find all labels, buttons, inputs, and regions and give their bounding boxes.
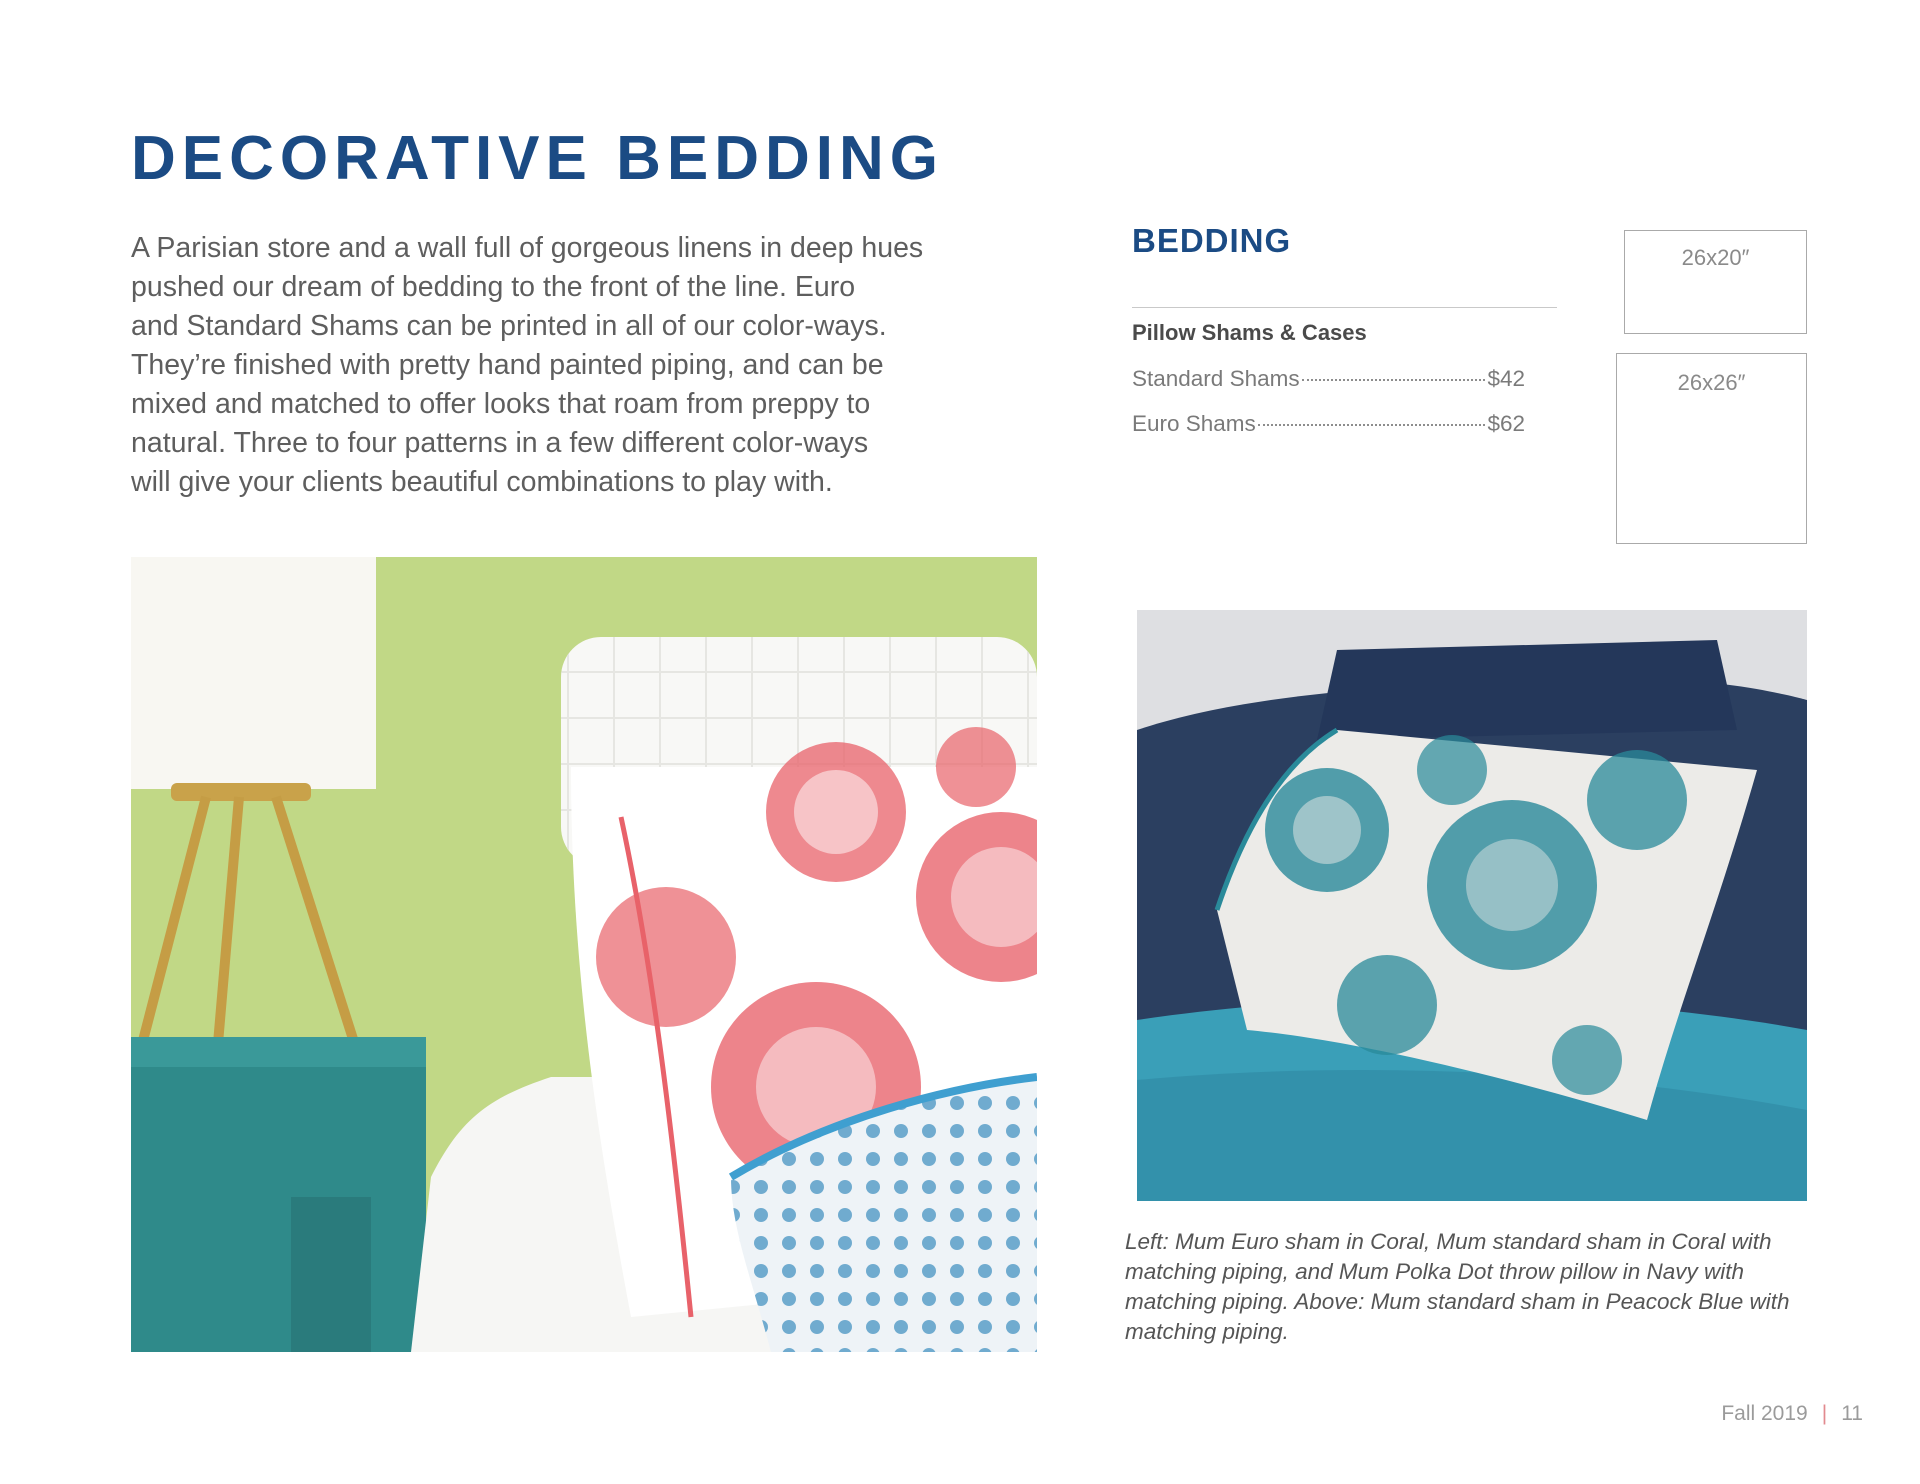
footer-issue: Fall 2019 bbox=[1721, 1402, 1808, 1425]
bedding-heading: BEDDING bbox=[1132, 222, 1292, 259]
section-divider bbox=[1132, 307, 1557, 308]
size-label: 26x20″ bbox=[1681, 245, 1750, 270]
bedding-photo-peacock bbox=[1137, 610, 1807, 1201]
intro-line: mixed and matched to offer looks that roam from preppy to bbox=[131, 388, 871, 420]
nightstand bbox=[131, 1037, 426, 1352]
intro-line: natural. Three to four patterns in a few different color-ways bbox=[131, 427, 869, 459]
page-number: 11 bbox=[1841, 1402, 1863, 1425]
item-price: $42 bbox=[1487, 366, 1525, 391]
intro-paragraph bbox=[131, 229, 1051, 502]
intro-line: pushed our dream of bedding to the front of the line. Euro bbox=[131, 271, 856, 303]
photo-illustration bbox=[1137, 610, 1807, 1201]
price-row-standard-shams bbox=[1132, 366, 1525, 392]
size-diagram-standard bbox=[1624, 230, 1807, 334]
photo-caption: Left: Mum Euro sham in Coral, Mum standard sham in Coral with matching piping, and Mum Polka Dot throw pillow in Navy with matching piping. Above: Mum standard sham in Peacock Blue with matching piping. bbox=[1125, 1229, 1790, 1344]
size-label: 26x26″ bbox=[1677, 370, 1746, 395]
price-subheading: Pillow Shams & Cases bbox=[1132, 320, 1367, 345]
leader-dots bbox=[1258, 424, 1486, 426]
price-row-euro-shams bbox=[1132, 411, 1525, 437]
footer-separator: | bbox=[1821, 1402, 1828, 1425]
size-diagram-euro bbox=[1616, 353, 1807, 544]
intro-line: They’re finished with pretty hand painted piping, and can be bbox=[131, 349, 884, 381]
item-price: $62 bbox=[1487, 411, 1525, 436]
intro-line: A Parisian store and a wall full of gorgeous linens in deep hues bbox=[131, 232, 924, 264]
bedding-photo-coral bbox=[131, 557, 1037, 1352]
item-name: Euro Shams bbox=[1132, 411, 1256, 436]
page-title: DECORATIVE BEDDING bbox=[131, 124, 945, 193]
leader-dots bbox=[1302, 379, 1486, 381]
intro-line: will give your clients beautiful combinations to play with. bbox=[131, 466, 833, 498]
item-name: Standard Shams bbox=[1132, 366, 1300, 391]
page-footer bbox=[1721, 1402, 1863, 1426]
photo-illustration bbox=[131, 557, 1037, 1352]
intro-line: and Standard Shams can be printed in all of our color-ways. bbox=[131, 310, 887, 342]
